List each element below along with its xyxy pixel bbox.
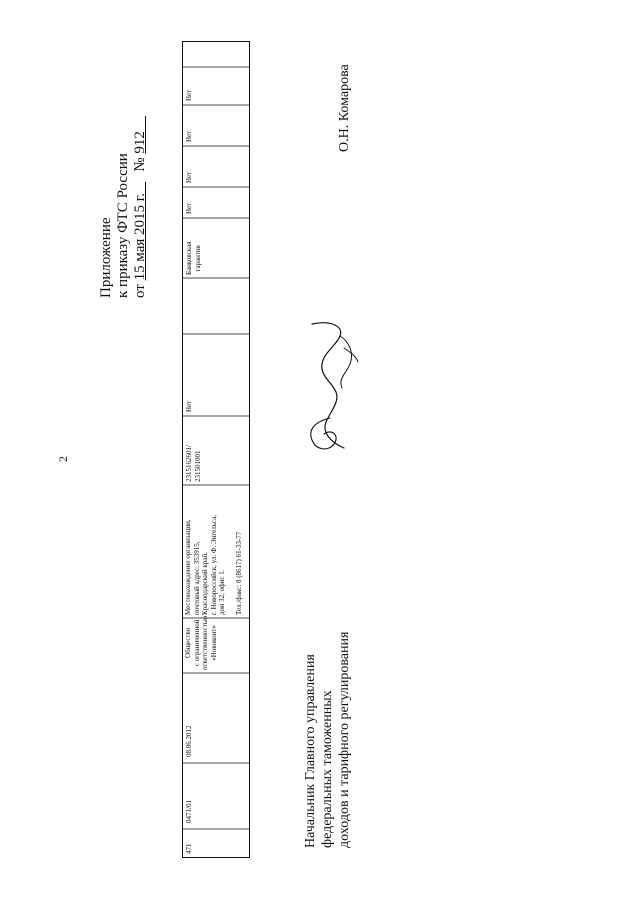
signatory-line-3: доходов и тарифного регулирования	[337, 631, 352, 848]
appendix-order-line: к приказу ФТС России	[115, 153, 131, 298]
org-line-2: с ограниченной	[192, 619, 201, 667]
signatory-line-2: федеральных таможенных	[320, 690, 335, 848]
cell-index: 471	[185, 843, 193, 854]
date-prefix: от	[132, 284, 148, 298]
kpp-line: 231501001	[193, 450, 202, 482]
guarantee-line-2: гарантия	[193, 245, 202, 272]
address-phone: Тел./факс: 8 (8617) 61-33-77	[234, 531, 243, 615]
appendix-date-line	[132, 116, 149, 298]
date-year: 2015	[132, 204, 148, 235]
org-line-4: «Новоконт»	[209, 625, 218, 661]
cell-organization	[184, 616, 218, 670]
signer-name: О.Н. Комарова	[337, 64, 352, 152]
cell-flag-3: Нет	[185, 130, 193, 142]
date-day: 15	[132, 265, 148, 281]
inn-line: 2315162601/	[185, 445, 193, 482]
cell-flag-1: Нет	[185, 202, 193, 214]
cell-inn-kpp	[185, 445, 202, 482]
register-table	[182, 41, 250, 858]
date-month: мая	[132, 238, 148, 262]
address-line-4: г. Новороссийск, ул. Ф. Энгельса,	[209, 515, 218, 615]
number-prefix: №	[132, 157, 148, 172]
handwritten-signature	[300, 318, 362, 458]
order-number: 912	[132, 131, 148, 154]
cell-reg-number: 0471/01	[185, 800, 193, 823]
cell-address	[184, 515, 243, 615]
address-line-5: дом 32, офис 1.	[218, 569, 226, 615]
guarantee-line-1: Банковская	[185, 241, 193, 275]
page-number: 2	[56, 456, 70, 462]
cell-date: 08.06.2012	[185, 725, 193, 757]
date-underlined	[132, 182, 149, 281]
cell-col-no: Нет	[185, 400, 193, 412]
signatory-line-1: Начальник Главного управления	[303, 654, 318, 848]
cell-flag-4: Нет	[185, 89, 193, 101]
address-line-2: почтовый адрес: 353915,	[192, 541, 201, 615]
cell-guarantee	[185, 242, 202, 275]
appendix-title: Приложение	[98, 217, 114, 298]
cell-flag-2: Нет	[185, 171, 193, 183]
appendix-header	[98, 116, 149, 298]
org-line-3: ответственностью	[201, 615, 209, 670]
org-line-1: Общество	[184, 627, 192, 658]
signatory-position	[302, 632, 353, 848]
address-line-1: Местонахождение организации,	[184, 519, 192, 615]
year-suffix: г.	[132, 192, 148, 202]
address-line-3: Краснодарский край,	[201, 552, 209, 615]
